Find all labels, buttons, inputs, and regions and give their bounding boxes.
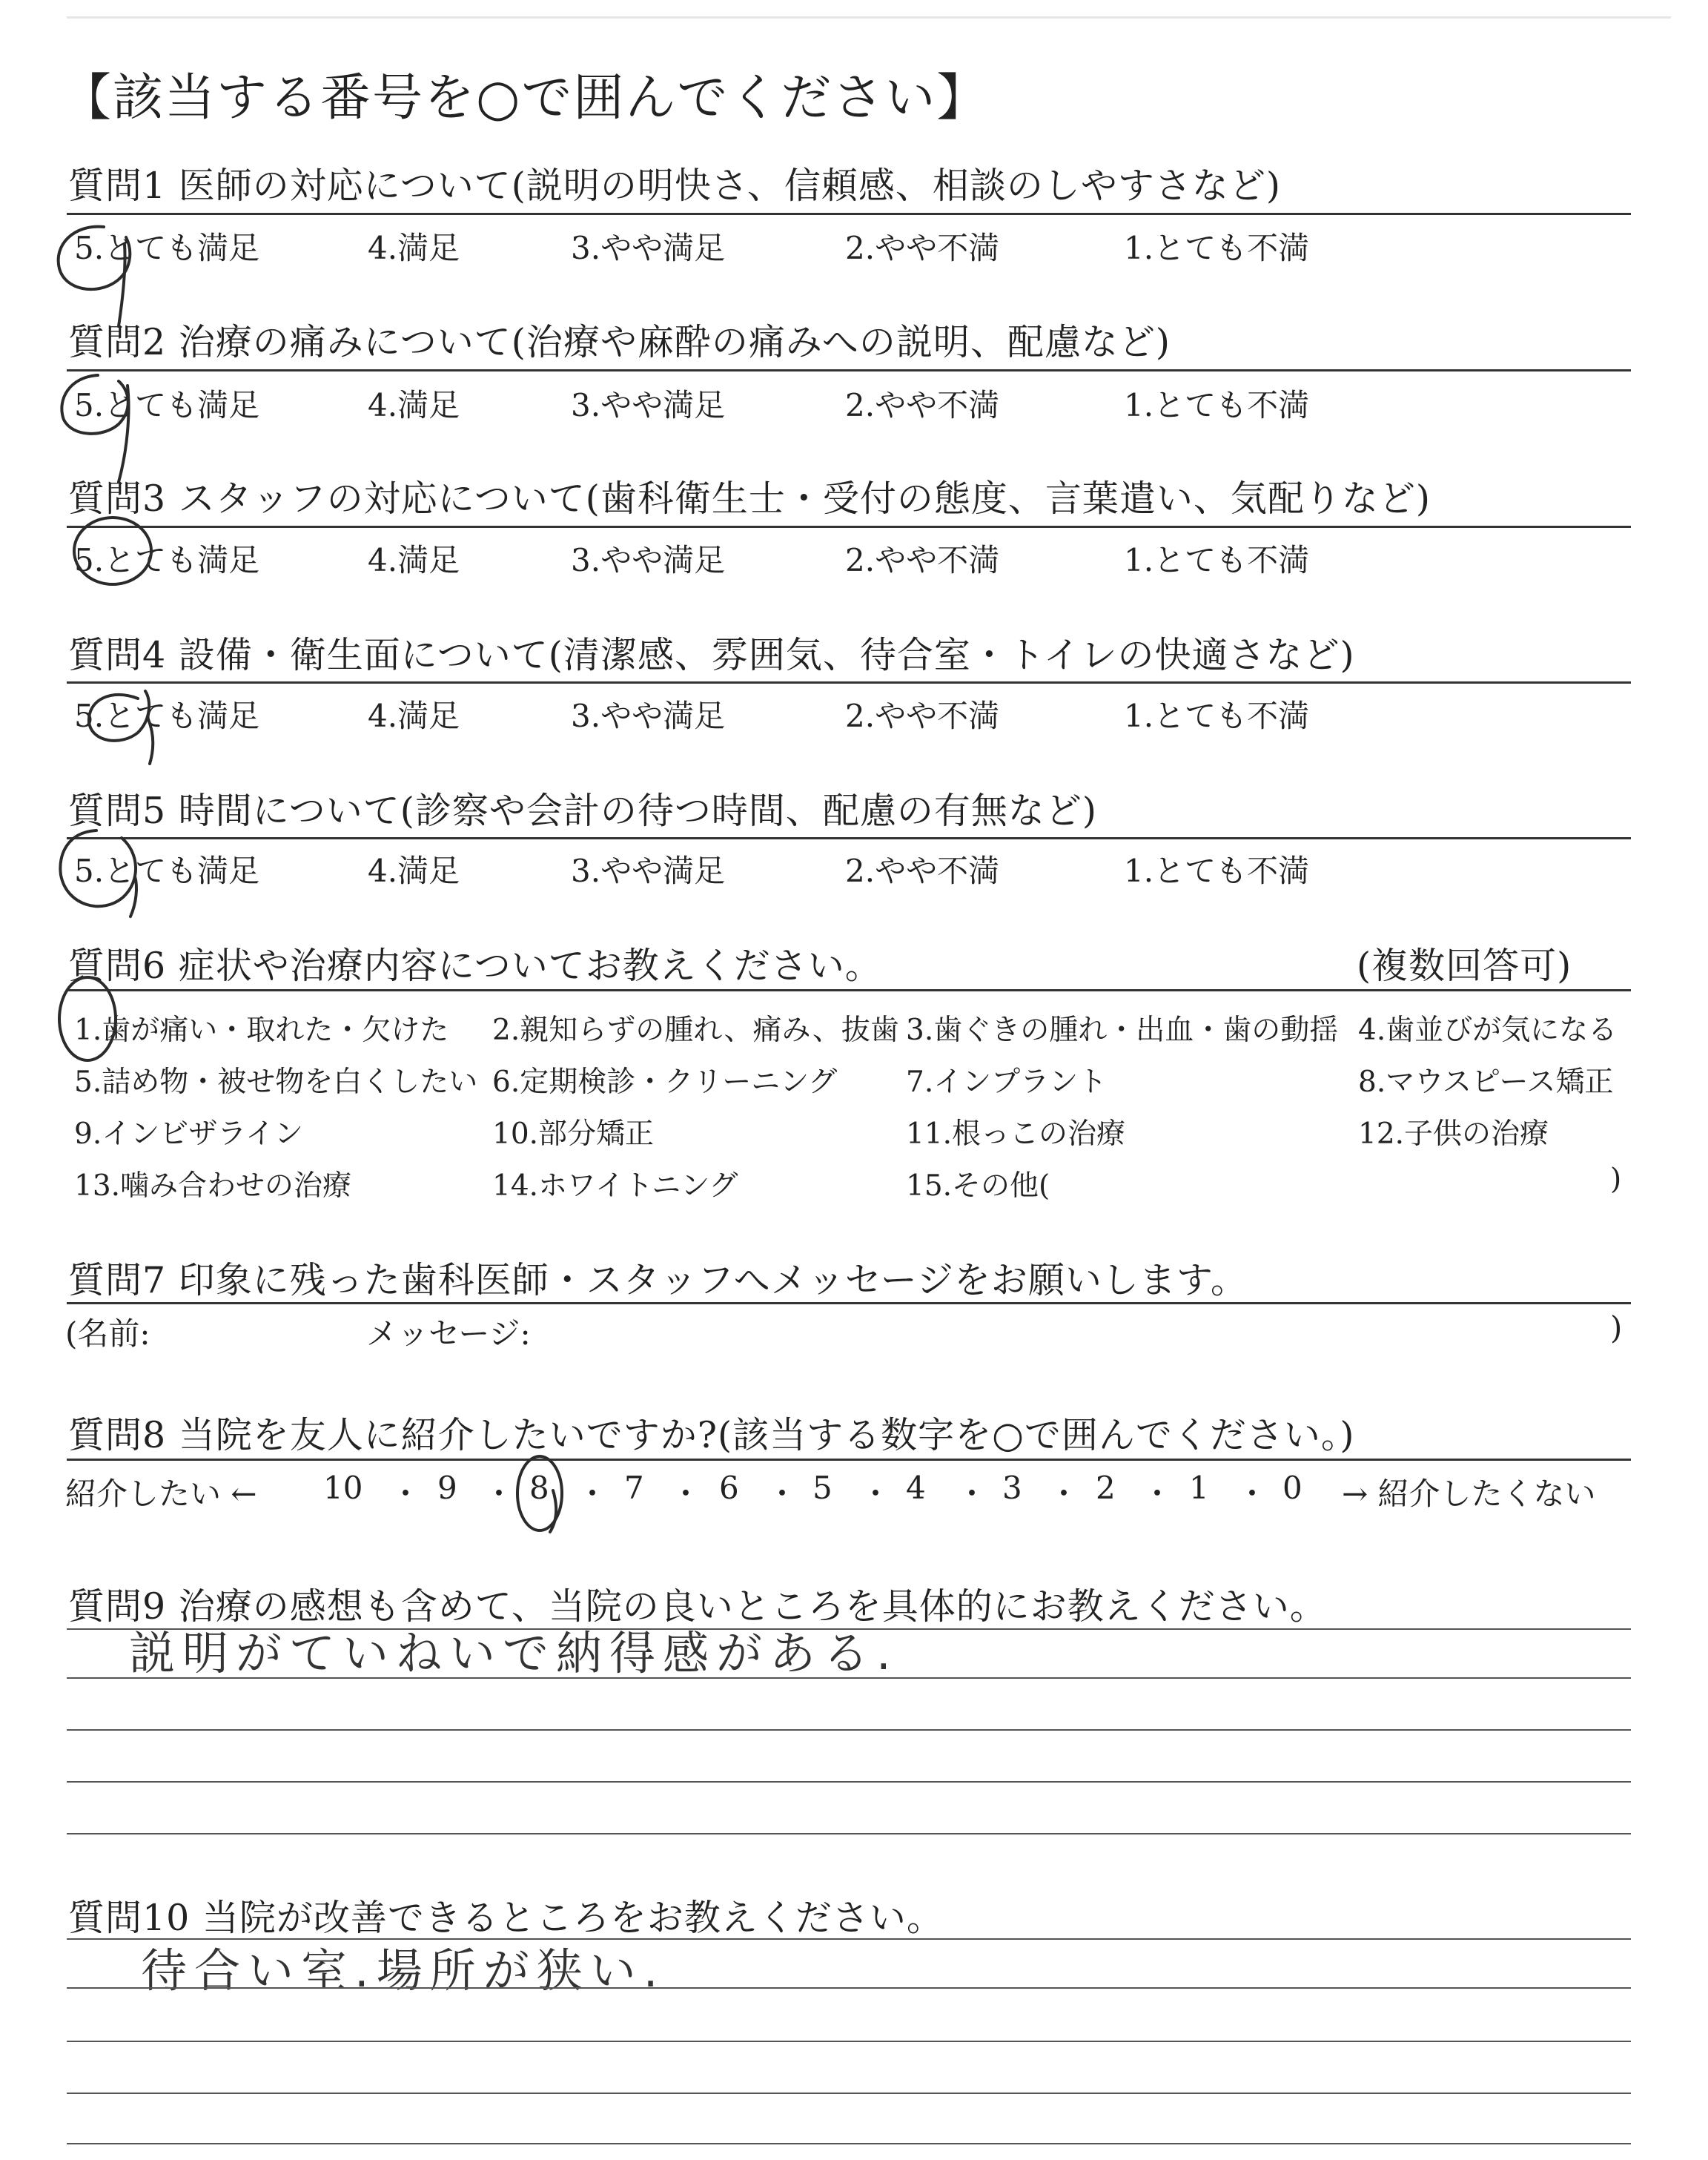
q4-option-1[interactable]: 1.とても不満 [1124,698,1310,734]
top-border [67,16,1671,19]
q5-option-4[interactable]: 4.満足 [368,853,460,889]
q6-option-13[interactable]: 13.噛み合わせの治療 [74,1169,352,1203]
q10-handwritten-answer[interactable]: 待合い室.場所が狭い. [141,1943,666,1998]
q2-option-1[interactable]: 1.とても不満 [1124,387,1310,423]
question-7-title: 質問7 印象に残った歯科医師・スタッフへメッセージをお願いします。 [68,1259,1248,1301]
question-9-title: 質問9 治療の感想も含めて、当院の良いところを具体的にお教えください。 [68,1585,1327,1628]
q5-option-5[interactable]: 5.とても満足 [74,853,260,889]
q4-option-3[interactable]: 3.やや満足 [571,698,726,734]
q8-separator: ・ [1237,1476,1268,1512]
q7-close: ) [1610,1309,1623,1346]
q8-value-4[interactable]: 4 [906,1470,926,1506]
q4-option-5[interactable]: 5.とても満足 [74,698,260,734]
q6-other-close: ) [1610,1163,1622,1196]
q7-name-label: (名前: [65,1315,150,1352]
q8-value-8[interactable]: 8 [529,1470,549,1506]
q8-selection-tail [550,1490,556,1532]
q8-separator: ・ [483,1476,515,1512]
q10-line-4 [67,2143,1631,2144]
form-heading: 【該当する番号を○で囲んでください】 [61,69,989,128]
q3-option-1[interactable]: 1.とても不満 [1124,542,1310,578]
q8-value-1[interactable]: 1 [1189,1470,1209,1506]
question-2-title: 質問2 治療の痛みについて(治療や麻酔の痛みへの説明、配慮など) [68,321,1171,363]
q6-option-5[interactable]: 5.詰め物・被せ物を白くしたい [74,1066,478,1099]
q8-separator: ・ [860,1476,892,1512]
q6-option-3[interactable]: 3.歯ぐきの腫れ・出血・歯の動揺 [906,1014,1339,1047]
q10-line-3 [67,2093,1631,2094]
q10-line-2 [67,2041,1631,2042]
question-7-rule [67,1302,1631,1304]
q6-option-14[interactable]: 14.ホワイトニング [492,1169,738,1203]
q1-option-5[interactable]: 5.とても満足 [74,230,260,266]
q6-option-1[interactable]: 1.歯が痛い・取れた・欠けた [74,1014,449,1047]
question-8-title: 質問8 当院を友人に紹介したいですか?(該当する数字を○で囲んでください。) [68,1414,1355,1456]
q1-option-3[interactable]: 3.やや満足 [571,230,726,266]
q1-option-2[interactable]: 2.やや不満 [845,230,1000,266]
q8-value-10[interactable]: 10 [323,1470,363,1506]
q8-separator: ・ [577,1476,609,1512]
q6-option-7[interactable]: 7.インプラント [906,1066,1108,1099]
question-2-rule [67,369,1631,371]
q8-separator: ・ [390,1476,422,1512]
q3-option-2[interactable]: 2.やや不満 [845,542,1000,578]
q8-value-3[interactable]: 3 [1002,1470,1022,1506]
question-6-title: 質問6 症状や治療内容についてお教えください。 [68,945,882,987]
q6-option-6[interactable]: 6.定期検診・クリーニング [492,1066,838,1099]
q10-line-1 [67,1987,1631,1989]
question-5-rule [67,837,1631,839]
q8-separator: ・ [1142,1476,1174,1512]
q6-option-15[interactable]: 15.その他( [906,1169,1050,1203]
q8-separator: ・ [767,1476,798,1512]
q6-option-12[interactable]: 12.子供の治療 [1358,1117,1549,1151]
question-6-rule [67,989,1631,991]
q9-line-3 [67,1781,1631,1783]
q3-option-3[interactable]: 3.やや満足 [571,542,726,578]
q8-value-9[interactable]: 9 [437,1470,457,1506]
q9-handwritten-answer[interactable]: 説明がていねいで納得感がある. [129,1626,898,1680]
question-10-title: 質問10 当院が改善できるところをお教えください。 [68,1897,944,1939]
question-1-title: 質問1 医師の対応について(説明の明快さ、信頼感、相談のしやすさなど) [68,165,1282,207]
q8-value-0[interactable]: 0 [1282,1470,1302,1506]
q9-line-2 [67,1729,1631,1731]
q8-separator: ・ [1048,1476,1080,1512]
q4-option-2[interactable]: 2.やや不満 [845,698,1000,734]
q2-option-5[interactable]: 5.とても満足 [74,387,260,423]
q2-option-2[interactable]: 2.やや不満 [845,387,1000,423]
q5-option-1[interactable]: 1.とても不満 [1124,853,1310,889]
q6-option-8[interactable]: 8.マウスピース矯正 [1358,1066,1614,1099]
q6-option-11[interactable]: 11.根っこの治療 [906,1117,1126,1151]
q6-option-9[interactable]: 9.インビザライン [74,1117,304,1151]
q8-right-label: → 紹介したくない [1342,1476,1596,1512]
q9-line-1 [67,1677,1631,1679]
q8-value-7[interactable]: 7 [624,1470,644,1506]
q1-option-4[interactable]: 4.満足 [368,230,460,266]
q3-option-4[interactable]: 4.満足 [368,542,460,578]
q1-option-1[interactable]: 1.とても不満 [1124,230,1310,266]
question-4-title: 質問4 設備・衛生面について(清潔感、雰囲気、待合室・トイレの快適さなど) [68,634,1355,676]
question-3-rule [67,526,1631,528]
q5-option-2[interactable]: 2.やや不満 [845,853,1000,889]
q2-option-3[interactable]: 3.やや満足 [571,387,726,423]
question-6-note: (複数回答可) [1357,945,1572,987]
q8-value-5[interactable]: 5 [812,1470,833,1506]
q8-value-2[interactable]: 2 [1096,1470,1116,1506]
question-4-rule [67,681,1631,684]
q8-separator: ・ [956,1476,988,1512]
q8-separator: ・ [670,1476,702,1512]
q2-option-4[interactable]: 4.満足 [368,387,460,423]
question-5-title: 質問5 時間について(診察や会計の待つ時間、配慮の有無など) [68,790,1098,832]
q3-option-5[interactable]: 5.とても満足 [74,542,260,578]
q6-option-10[interactable]: 10.部分矯正 [492,1117,655,1151]
q8-value-6[interactable]: 6 [719,1470,739,1506]
q7-message-label: メッセージ: [366,1315,531,1352]
q8-left-label: 紹介したい ← [65,1476,257,1512]
question-1-rule [67,213,1631,215]
q6-option-4[interactable]: 4.歯並びが気になる [1358,1014,1618,1047]
question-3-title: 質問3 スタッフの対応について(歯科衛生士・受付の態度、言葉遣い、気配りなど) [68,478,1431,520]
q9-line-4 [67,1833,1631,1834]
question-8-rule [67,1459,1631,1461]
q6-option-2[interactable]: 2.親知らずの腫れ、痛み、抜歯 [492,1014,899,1047]
q4-option-4[interactable]: 4.満足 [368,698,460,734]
q5-option-3[interactable]: 3.やや満足 [571,853,726,889]
